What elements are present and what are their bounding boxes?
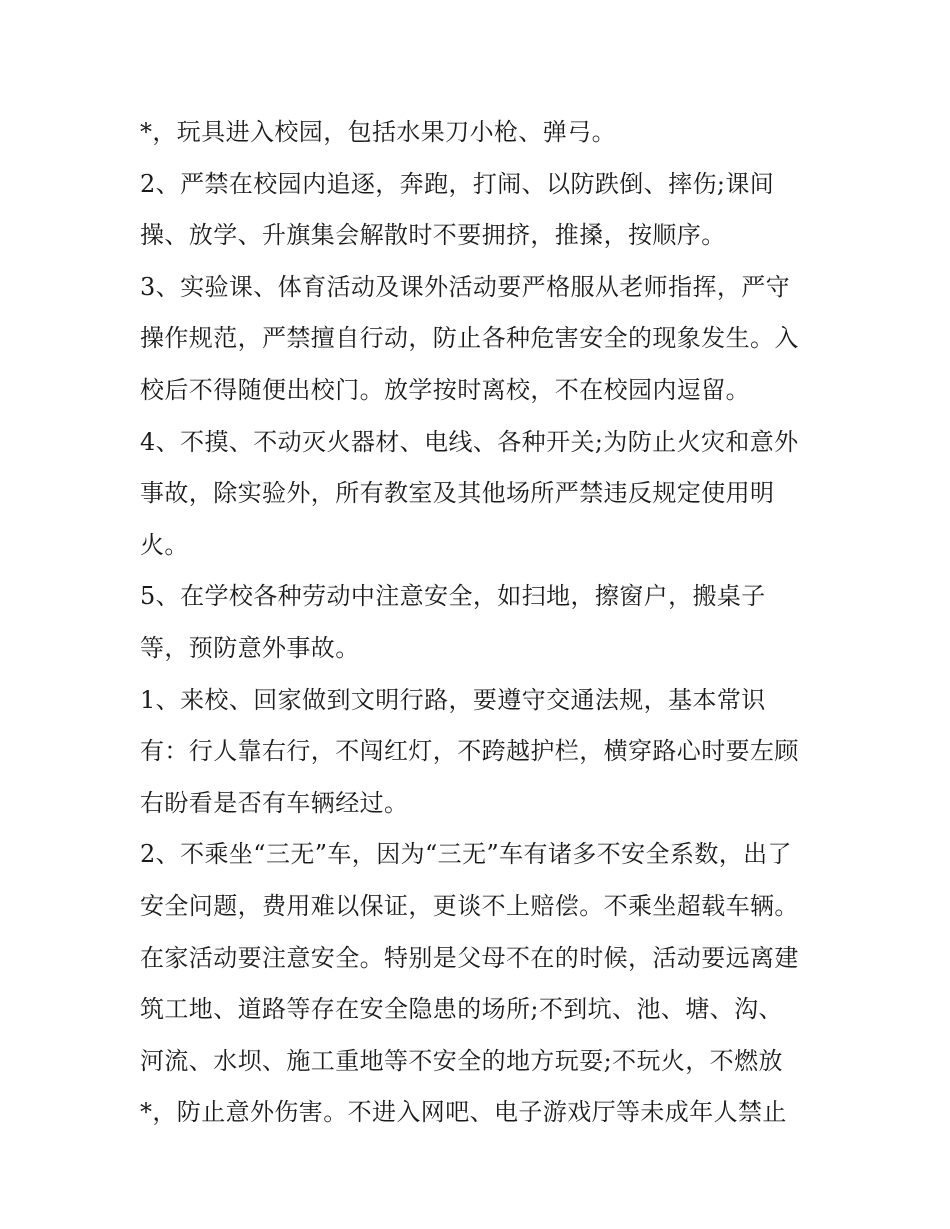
text-line: *，防止意外伤害。不进入网吧、电子游戏厅等未成年人禁止 <box>140 1098 787 1127</box>
text-line: 筑工地、道路等存在安全隐患的场所;不到坑、池、塘、沟、 <box>140 995 783 1024</box>
document-body <box>140 107 820 1139</box>
text-line: 右盼看是否有车辆经过。 <box>140 788 409 817</box>
text-line: 操、放学、升旗集会解散时不要拥挤，推搡，按顺序。 <box>140 221 726 250</box>
text-line: 河流、水坝、施工重地等不安全的地方玩耍;不玩火，不燃放 <box>140 1046 783 1075</box>
text-line: 5、在学校各种劳动中注意安全，如扫地，擦窗户，搬桌子 <box>140 582 766 611</box>
text-line: *，玩具进入校园，包括水果刀小枪、弹弓。 <box>140 118 616 146</box>
text-line: 火。 <box>140 530 189 559</box>
text-line: 2、严禁在校园内追逐，奔跑，打闹、以防跌倒、摔伤;课间 <box>140 169 775 198</box>
text-line: 2、不乘坐“三无”车，因为“三无”车有诸多不安全系数，出了 <box>140 840 792 869</box>
text-line: 校后不得随便出校门。放学按时离校，不在校园内逗留。 <box>140 375 750 404</box>
text-line: 在家活动要注意安全。特别是父母不在的时候，活动要远离建 <box>140 943 799 972</box>
text-line: 等，预防意外事故。 <box>140 633 360 662</box>
text-line: 操作规范，严禁擅自行动，防止各种危害安全的现象发生。入 <box>140 324 799 353</box>
text-line: 安全问题，费用难以保证，更谈不上赔偿。不乘坐超载车辆。 <box>140 891 799 920</box>
text-line: 3、实验课、体育活动及课外活动要严格服从老师指挥，严守 <box>140 272 791 301</box>
text-line: 4、不摸、不动灭火器材、电线、各种开关;为防止火灾和意外 <box>140 427 799 456</box>
text-line: 事故，除实验外，所有教室及其他场所严禁违反规定使用明 <box>140 479 775 508</box>
text-line: 有：行人靠右行，不闯红灯，不跨越护栏，横穿路心时要左顾 <box>140 737 799 766</box>
text-line: 1、来校、回家做到文明行路，要遵守交通法规，基本常识 <box>140 685 766 714</box>
